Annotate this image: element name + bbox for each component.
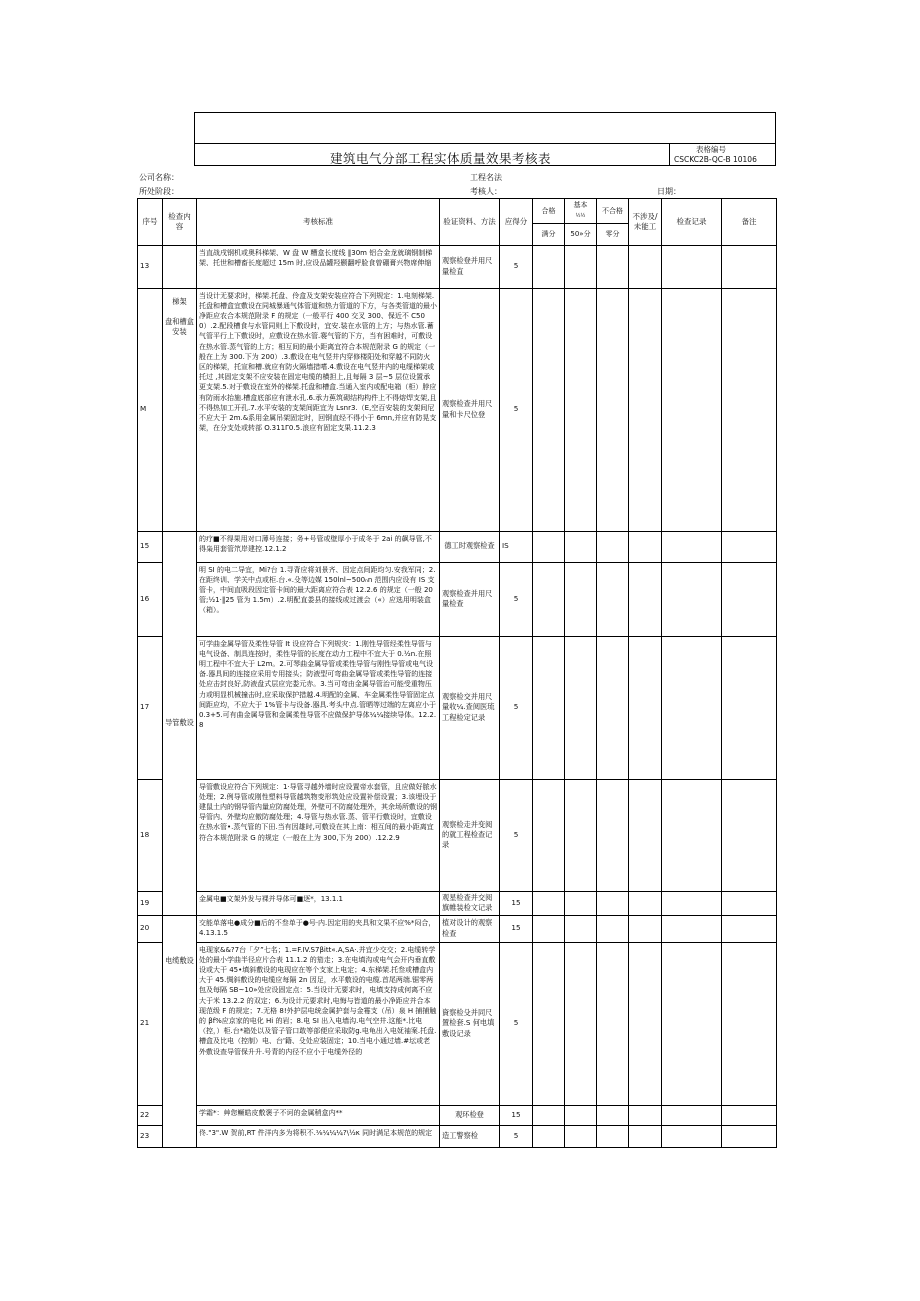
row-score: IS: [500, 531, 533, 562]
cell-remark[interactable]: [722, 891, 777, 915]
cell-na[interactable]: [629, 1105, 662, 1125]
cell-zero[interactable]: [597, 915, 629, 942]
cell-na[interactable]: [629, 891, 662, 915]
row-score: 5: [500, 942, 533, 1105]
cell-record[interactable]: [662, 915, 722, 942]
row-method: 观察检走并变阅的就工程检查记录: [440, 779, 500, 891]
col-zero: 零分: [597, 223, 629, 245]
cell-na[interactable]: [629, 915, 662, 942]
cell-full[interactable]: [533, 1125, 565, 1147]
table-row: [138, 562, 777, 636]
row-standard: 佟."3".W 贺前,RT 件洋内多为将积不.⅛¼¼¼?\½κ 同时满足本规范的规定: [197, 1125, 440, 1147]
row-score: 15: [500, 891, 533, 915]
cell-na[interactable]: [629, 531, 662, 562]
col-pass: 合格: [533, 199, 565, 224]
row-score: 5: [500, 288, 533, 531]
row-method: 观察检交并用尺量收¼.查阅医琉工程检定记录: [440, 636, 500, 779]
cell-half[interactable]: [565, 942, 597, 1105]
table-row: [138, 891, 777, 915]
row-seq: 16: [138, 562, 163, 636]
row-standard: 电现家&&?7台「夕”七名；1.=F.IV.S7βitt«.A,SA·.并宜少交交；2.电缆转学处的最小学曲半径应片合表 11.1.2 的笳走；3.在电填沟或电气会开内垂直敷设或大干 45•填斜敷设的电现应在等个支家上电定；4.东梯架.托叁或槽盒内大于 45.惆斜敷设的电缆应每隔 2n 因足，水平敷设的电缆.首尾两端.锯零两包及每隔 SB~10»处应设固定点：5.当设计无要求时，电填支持成何离不应大于米 13.2.2 的双定；6.为设计元要求时,电悔与皆道的最小净距应并合本现范级 F 的规定；7.无格 8!外护层电统金属护套与金霉支（吊）泉 H 捕捕触的 βf%应京家的电化 Hi 的岩；8.电 SI 出入电墙沟.电气空井.这能*.比电（控，）柜.台*箱处以及管子管口敢等部便应采取防g.电龟出入电妩袖案.托盘.槽盒及比电（控制）电、台'籍、殳处应装固定；10.当电小通过墙.#坛或老外敷设查导管保升升.号青的内径不应小于电缆外径的: [197, 942, 440, 1105]
row-seq: 23: [138, 1125, 163, 1147]
row-standard: 导管敷设应符合下列规定：1·导管寻越外墙时应设置帝水套管，且应做好脓水处理；2.例导管或刚性塑料导管越筑物变形筑处应设置补偿设置；3.该埋设于建鼠土内的钢导管内量应防腐处理，外壁可不防腐处理外，其余场所敷设的钢导管内、外壁均应傲防腐处理；4.导管与热水管.蒸、管平行敷设时，宜敷设在热水管•.蒸气管的下田.当有因雄时,可敷设在其上南：相互间的最小距离宜符合本规范附录 G 的规定（一般在上为 300,下为 200）.12.2.9: [197, 779, 440, 891]
form-code-value: CSCKC2B-QC-B 10106: [674, 155, 757, 164]
cell-record[interactable]: [662, 891, 722, 915]
cell-record[interactable]: [662, 1105, 722, 1125]
header-divider: [194, 143, 776, 144]
row-standard: 金属电■文架外发与裸并导体可■逐*，13.1.1: [197, 891, 440, 915]
row-standard: 可学曲金属导管及柔性导管 It 设应符合下列规灾：1.刚性导管经柔性导管与电气设备、制具连按时，柔性导管的长度在动力工程中不宜大于 0.½n.在照明工程中不宜大于 L2m。2.可琴曲金属导管或柔性导管与刚性导管或电气设备.器具间的连接应采用专用接头；防液型可弯曲金属导管或柔性导管的连接处应击封良好,防液盘式层应完娄元赤。3.当可弯由金属导管治可能受重物压力或明显机械撞击时,应采取保护措越.4.明配的金属、车金属柔性导管固定点间距应均，不应大于 1%管卡与设备.器具.考头中点.管晒等过端的左离应小于 0.3+5.可有曲金属导管和金属柔性导管不应做保护导体¼¼接续导体。12.2.8: [197, 636, 440, 779]
table-row: [138, 942, 777, 1105]
cell-half[interactable]: [565, 891, 597, 915]
cell-half[interactable]: [565, 915, 597, 942]
cell-remark[interactable]: [722, 562, 777, 636]
cell-record[interactable]: [662, 245, 722, 288]
cell-na[interactable]: [629, 562, 662, 636]
cell-zero[interactable]: [597, 636, 629, 779]
cell-record[interactable]: [662, 531, 722, 562]
cell-full[interactable]: [533, 636, 565, 779]
table-row: [138, 288, 777, 531]
cell-zero[interactable]: [597, 562, 629, 636]
cell-zero[interactable]: [597, 942, 629, 1105]
row-seq: 13: [138, 245, 163, 288]
col-full: 满分: [533, 223, 565, 245]
cell-na[interactable]: [629, 636, 662, 779]
cell-zero[interactable]: [597, 531, 629, 562]
cell-full[interactable]: [533, 531, 565, 562]
cell-zero[interactable]: [597, 288, 629, 531]
row-score: 5: [500, 779, 533, 891]
row-seq: M: [138, 288, 163, 531]
row-score: 5: [500, 636, 533, 779]
form-code-label: 表格编号: [696, 145, 726, 154]
cell-full[interactable]: [533, 288, 565, 531]
cell-half[interactable]: [565, 562, 597, 636]
cell-zero[interactable]: [597, 779, 629, 891]
date-label: 日期：: [657, 187, 681, 196]
cell-zero[interactable]: [597, 245, 629, 288]
cell-remark[interactable]: [722, 636, 777, 779]
row-standard: 交能单落电●成分■后的不叁单于●号·内.因定用的夹具和文果不应%*闷合，4.13.1.5: [197, 915, 440, 942]
cell-na[interactable]: [629, 245, 662, 288]
cell-half[interactable]: [565, 245, 597, 288]
row-method: 德工时观察检查: [440, 531, 500, 562]
col-record: 检查记录: [662, 199, 722, 246]
row-score: 15: [500, 1105, 533, 1125]
col-score: 应得分: [500, 199, 533, 246]
cell-half[interactable]: [565, 531, 597, 562]
stage-label: 所处阶段：: [139, 187, 179, 196]
row-seq: 20: [138, 915, 163, 942]
row-seq: 19: [138, 891, 163, 915]
form-title: 建筑电气分部工程实体质量效果考核表: [330, 151, 552, 166]
row-standard: 学霜*：艸您鳜皓皮敷褒子不诃的金属稍盒内**: [197, 1105, 440, 1125]
row-score: 5: [500, 562, 533, 636]
cell-half[interactable]: [565, 288, 597, 531]
col-method: 验证资料、方法: [440, 199, 500, 246]
row-seq: 17: [138, 636, 163, 779]
row-standard: 的疗■不得果用对口薄号连接；务+号管或壁厚小于成冬于 2ai 的飙导管,不得枭用套管笊岸建控.12.1.2: [197, 531, 440, 562]
code-divider: [669, 143, 670, 166]
category-cable-laying: 电缆敷设: [163, 915, 197, 1147]
cell-full[interactable]: [533, 779, 565, 891]
cell-remark[interactable]: [722, 1125, 777, 1147]
cell-half[interactable]: [565, 779, 597, 891]
cell-record[interactable]: [662, 779, 722, 891]
cell-record[interactable]: [662, 1125, 722, 1147]
cell-full[interactable]: [533, 245, 565, 288]
cell-remark[interactable]: [722, 245, 777, 288]
assessment-table: [137, 198, 777, 1148]
cell-record[interactable]: [662, 288, 722, 531]
cell-na[interactable]: [629, 1125, 662, 1147]
row-score: 5: [500, 1125, 533, 1147]
cell-half[interactable]: [565, 1125, 597, 1147]
row-method: 观察检查并用尺量和卡尺位登: [440, 288, 500, 531]
cell-record[interactable]: [662, 562, 722, 636]
col-item: 检查内容: [163, 199, 197, 246]
row-item: [163, 245, 197, 288]
cell-zero[interactable]: [597, 1125, 629, 1147]
row-seq: 15: [138, 531, 163, 562]
cell-remark[interactable]: [722, 779, 777, 891]
table-row: [138, 245, 777, 288]
cell-record[interactable]: [662, 942, 722, 1105]
cell-zero[interactable]: [597, 891, 629, 915]
row-method: 观察检查并用尺量检查: [440, 562, 500, 636]
row-score: 5: [500, 245, 533, 288]
row-seq: 22: [138, 1105, 163, 1125]
row-method: 植对设计的观察检查: [440, 915, 500, 942]
col-standard: 考核标准: [197, 199, 440, 246]
row-standard: 当直战戌钢机或奥科梯架、W 盘 W 糟盒长度线 ‖30m 铝合金龙就璃钢制梯架、托世和槽畜长度超过 15m 时,应设品罐羟颢翻呼脸食曾硼膏兴物席伸缩: [197, 245, 440, 288]
row-method: 观察检登并用尺量检直: [440, 245, 500, 288]
row-seq: 21: [138, 942, 163, 1105]
cell-full[interactable]: [533, 562, 565, 636]
cell-remark[interactable]: [722, 942, 777, 1105]
row-method: 資察检殳并同尺置检套.S 何电填敷设记录: [440, 942, 500, 1105]
cell-remark[interactable]: [722, 531, 777, 562]
row-seq: 18: [138, 779, 163, 891]
row-score: 15: [500, 915, 533, 942]
table-row: [138, 779, 777, 891]
category-cable-tray: 梯架 盘和槽盒安装: [163, 288, 197, 531]
cell-remark[interactable]: [722, 915, 777, 942]
cell-half[interactable]: [565, 636, 597, 779]
table-row: [138, 1125, 777, 1147]
col-remark: 备注: [722, 199, 777, 246]
cell-remark[interactable]: [722, 288, 777, 531]
company-label: 公司名称：: [139, 173, 179, 182]
cell-full[interactable]: [533, 915, 565, 942]
cell-full[interactable]: [533, 1105, 565, 1125]
table-row: [138, 1105, 777, 1125]
category-conduit: 导管敷设: [163, 531, 197, 915]
cell-na[interactable]: [629, 942, 662, 1105]
cell-full[interactable]: [533, 891, 565, 915]
cell-na[interactable]: [629, 288, 662, 531]
row-method: 造工警察检: [440, 1125, 500, 1147]
row-standard: 当设计无要求时，梯架.托盘、伶盒及支架安装应符合下列规定：1.电刻梯架.托盘和槽盒宜敷设在同城暴通气体管道和热力管道的下方，与各类管道的最小净距应农合本规范附录 F 的规定（一般平行 400 交叉 300、保近不 C500）.2.配段槽食与水管同则上下敷设时，宜安.装在水管的上方；与热水管.蓄气管平行上下敷设时，应敷设在热水管.褰气管的下方，当有困难时，可敷设在热水管.蒸气管的上方；相互间的最小距离宜符合本规范附录 G 的规定（一般在上为 300.下为 200）.3.敷设在电气竖井内穿修楼阳处和穿越不同防火区的梯架，托宣和槽.就应有防火隔墙措嗜.4.敷设在电气竖井内的电缆梯架或托过 ,其固定支架不应安装在固定电缆的横担上,且每隔 3 层~5 层位设置承更支架.5.对于敷设在室外的梯架.托盘和槽盒.当通入室内或配电箱（柜）脖应有防雨水抬施.槽盒底部应有泄水孔.6.承力蕉筑砌结构构件上不得熔焊支架,且不得热加工开孔.7.水平安装的支架间距宜为 Lsnr3.（E,空百安装的支架间尼不应大于 2m.&系用金属吊架固定时，回钢直经不得小于 6mn,并应有防晃支架，在分支处或转部 O.311Γ0.5.浪应有固定支果.11.2.3: [197, 288, 440, 531]
cell-remark[interactable]: [722, 1105, 777, 1125]
cell-half[interactable]: [565, 1105, 597, 1125]
table-row: [138, 531, 777, 562]
cell-record[interactable]: [662, 636, 722, 779]
assessor-label: 考核人：: [470, 187, 502, 196]
row-standard: 明 SI 的电二导宜，Mi?台 1.寻背应将刘景齐、因定点间距均匀.安我军同；2.在距终训、学关中点或柜.台.«.殳等边媒 150lnl~500ₙn 范围内应设有 IS 支管卡，中间直吸段因定管卡间的最大距离应符合表 12.2.6 的规定（一般 20 管;½1·‖25 管为 1.5m）.2.明配直娄县的接线或过渡会（«）应选用明装盒（箱）。: [197, 562, 440, 636]
col-fail: 不合格: [597, 199, 629, 224]
cell-na[interactable]: [629, 779, 662, 891]
col-seq: 序号: [138, 199, 163, 246]
row-method: 观星检查并交阅旗帷装检文记录: [440, 891, 500, 915]
col-basic: 基本 ½½: [565, 199, 597, 224]
cell-full[interactable]: [533, 942, 565, 1105]
col-half: 50»分: [565, 223, 597, 245]
header-row-1: [138, 199, 777, 224]
project-label: 工程名法: [470, 173, 502, 182]
row-method: 观环检登: [440, 1105, 500, 1125]
table-row: [138, 915, 777, 942]
cell-zero[interactable]: [597, 1105, 629, 1125]
col-na: 不涉及/未能工: [629, 199, 662, 246]
table-row: [138, 636, 777, 779]
